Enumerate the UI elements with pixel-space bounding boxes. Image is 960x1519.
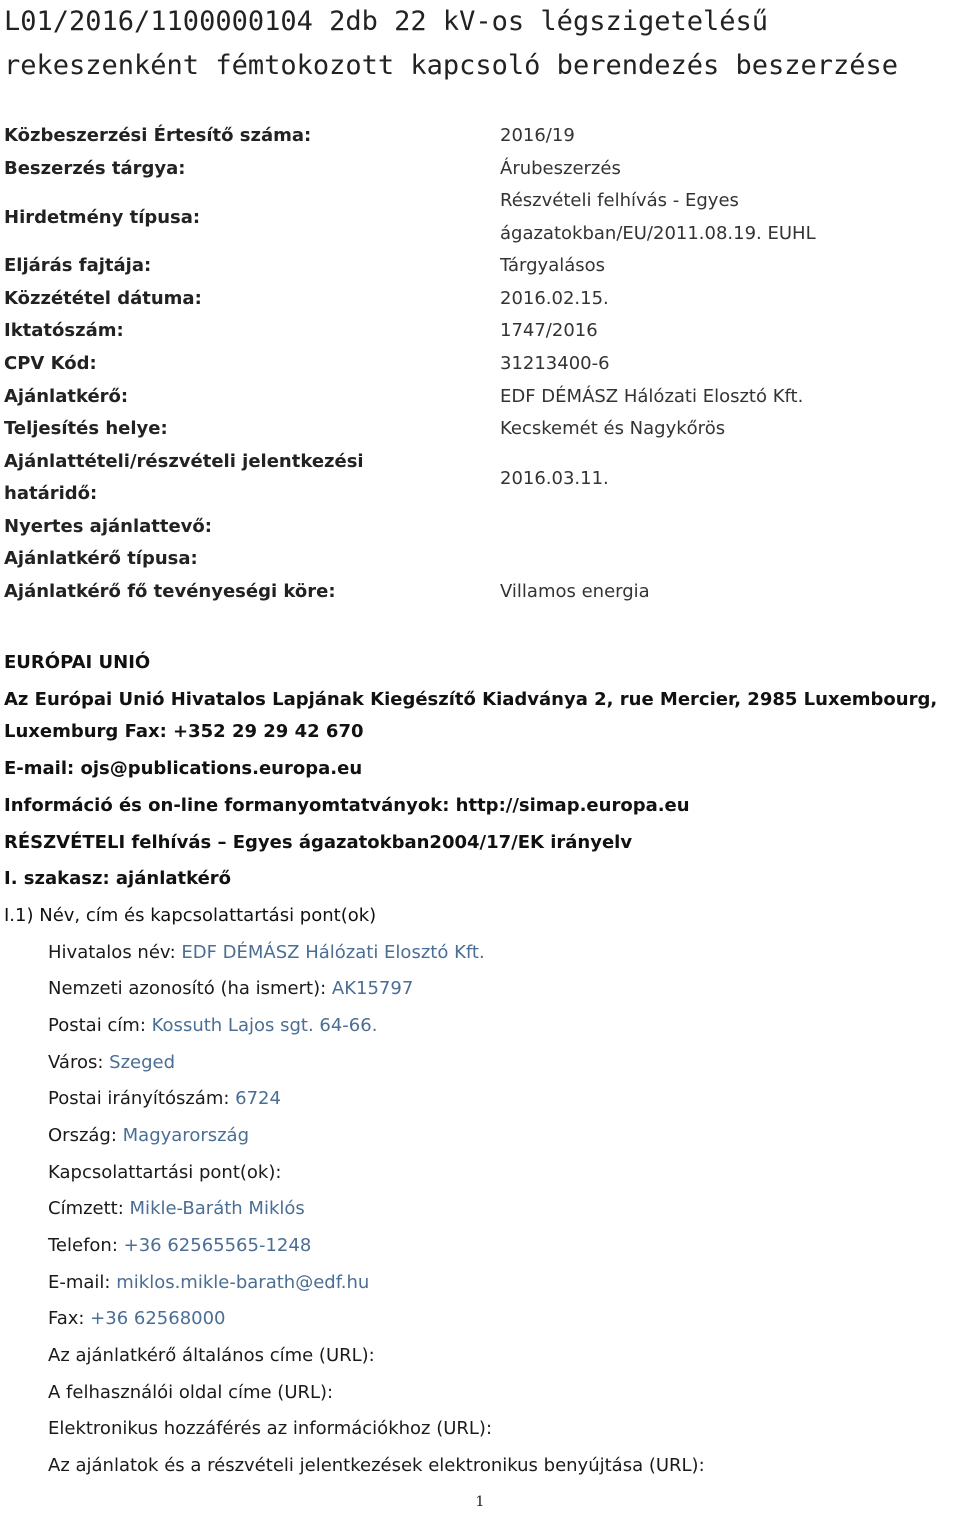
notice-type: RÉSZVÉTELI felhívás – Egyes ágazatokban2004/17/EK irányelv [4,832,633,853]
hivatalos-nev-label: Hivatalos név: [48,942,182,963]
hatarido-label-1: Ajánlattételi/részvételi jelentkezési [4,451,364,472]
eu-heading: EURÓPAI UNIÓ [4,652,151,673]
email-value: miklos.mikle-barath@edf.hu [116,1272,370,1293]
hirdetmeny-value-1: Részvételi felhívás - Egyes [500,190,739,211]
kozzetetel-label: Közzététel dátuma: [4,288,202,309]
orszag-row [48,1120,249,1152]
targy-value: Árubeszerzés [500,158,621,179]
kozzetetel-value: 2016.02.15. [500,288,609,309]
telefon-row [48,1230,311,1262]
postai-cim-value: Kossuth Lajos sgt. 64-66. [151,1015,378,1036]
cpv-value: 31213400-6 [500,353,610,374]
nemzeti-azonosito-row [48,973,413,1005]
tipus-label: Ajánlatkérő típusa: [4,548,198,569]
elektronikus-hozzaferes-label: Elektronikus hozzáférés az információkhoz (URL): [48,1418,493,1439]
eu-info: Információ és on-line formanyomtatványok: http://simap.europa.eu [4,795,690,816]
fax-value: +36 62568000 [90,1308,226,1329]
ajanlatkero-label: Ajánlatkérő: [4,386,129,407]
cimzett-label: Címzett: [48,1198,130,1219]
kapcsolattartasi-label: Kapcsolattartási pont(ok): [48,1162,282,1183]
telefon-value: +36 62565565-1248 [123,1235,312,1256]
altalanos-url-label: Az ajánlatkérő általános címe (URL): [48,1345,375,1366]
hirdetmeny-label: Hirdetmény típusa: [4,207,201,228]
orszag-value: Magyarország [122,1125,250,1146]
cimzett-row [48,1193,305,1225]
orszag-label: Ország: [48,1125,123,1146]
nemzeti-azonosito-value: AK15797 [331,978,414,999]
subsection-heading: I.1) Név, cím és kapcsolattartási pont(ok) [4,905,377,926]
varos-row [48,1047,175,1079]
tevekenyseg-label: Ajánlatkérő fő tevényeségi köre: [4,581,336,602]
hivatalos-nev-value: EDF DÉMÁSZ Hálózati Elosztó Kft. [181,942,485,963]
fax-row [48,1303,226,1335]
teljesites-value: Kecskemét és Nagykőrös [500,418,726,439]
felhasznaloi-url-label: A felhasználói oldal címe (URL): [48,1382,334,1403]
eljaras-label: Eljárás fajtája: [4,255,152,276]
tevekenyseg-value: Villamos energia [500,581,650,602]
targy-label: Beszerzés tárgya: [4,158,186,179]
email-row [48,1267,369,1299]
page-number: 1 [475,1494,485,1510]
eu-address-line-2: Luxemburg Fax: +352 29 29 42 670 [4,721,364,742]
eu-address-line-1: Az Európai Unió Hivatalos Lapjának Kiegészítő Kiadványa 2, rue Mercier, 2985 Luxembourg, [4,689,938,710]
hatarido-label-2: határidő: [4,483,98,504]
cpv-label: CPV Kód: [4,353,97,374]
nemzeti-azonosito-label: Nemzeti azonosító (ha ismert): [48,978,332,999]
iranyitoszam-row [48,1083,281,1115]
kozlony-label: Közbeszerzési Értesítő száma: [4,125,312,146]
eljaras-value: Tárgyalásos [500,255,606,276]
iktato-label: Iktatószám: [4,320,124,341]
iranyitoszam-label: Postai irányítószám: [48,1088,236,1109]
varos-label: Város: [48,1052,110,1073]
hivatalos-nev-row [48,937,485,969]
cimzett-value: Mikle-Baráth Miklós [129,1198,305,1219]
nyertes-label: Nyertes ajánlattevő: [4,516,212,537]
email-label: E-mail: [48,1272,117,1293]
teljesites-label: Teljesítés helye: [4,418,168,439]
kozlony-value: 2016/19 [500,125,575,146]
postai-cim-row [48,1010,377,1042]
eu-email: E-mail: ojs@publications.europa.eu [4,758,363,779]
elektronikus-benyujtas-label: Az ajánlatok és a részvételi jelentkezések elektronikus benyújtása (URL): [48,1455,705,1476]
hirdetmeny-value-2: ágazatokban/EU/2011.08.19. EUHL [500,223,816,244]
hatarido-value: 2016.03.11. [500,468,609,489]
varos-value: Szeged [109,1052,176,1073]
telefon-label: Telefon: [48,1235,124,1256]
section-heading: I. szakasz: ajánlatkérő [4,868,232,889]
fax-label: Fax: [48,1308,91,1329]
postai-cim-label: Postai cím: [48,1015,152,1036]
document-title: L01/2016/1100000104 2db 22 kV-os légszigetelésű rekeszenként fémtokozott kapcsoló berendezés beszerzése [4,6,899,81]
iktato-value: 1747/2016 [500,320,598,341]
ajanlatkero-value: EDF DÉMÁSZ Hálózati Elosztó Kft. [500,386,804,407]
iranyitoszam-value: 6724 [235,1088,281,1109]
